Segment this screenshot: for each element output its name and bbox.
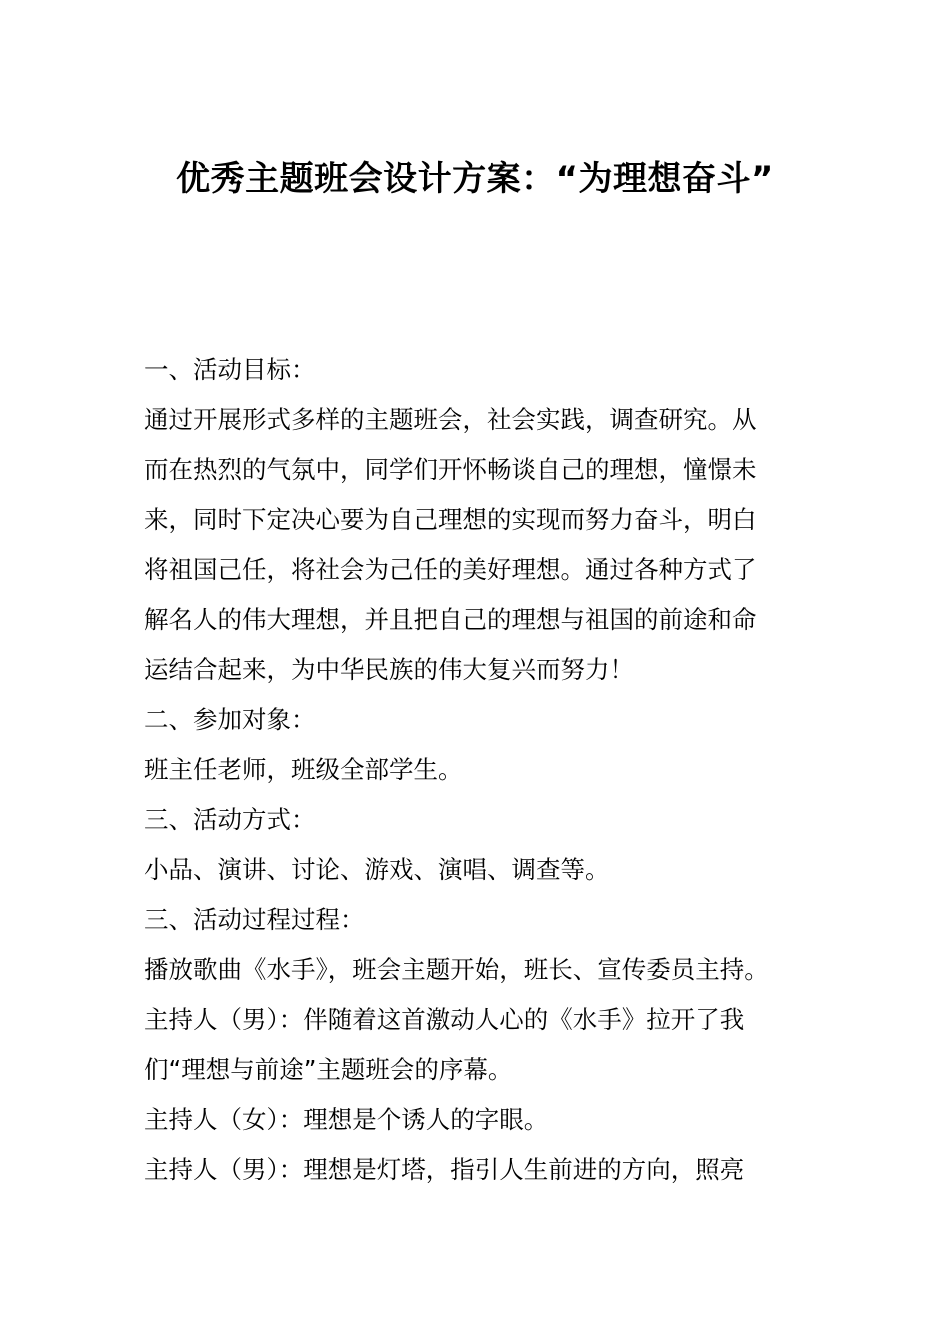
text-line: 播放歌曲《水手》，班会主题开始，班长、宣传委员主持。 xyxy=(144,955,769,984)
text-line: 主持人（男）：理想是灯塔，指引人生前进的方向，照亮 xyxy=(144,1155,745,1184)
text-line: 运结合起来，为中华民族的伟大复兴而努力！ xyxy=(144,655,634,684)
text-line: 通过开展形式多样的主题班会，社会实践，调查研究。从 xyxy=(144,405,757,434)
text-line: 们“理想与前途”主题班会的序幕。 xyxy=(144,1055,513,1084)
text-line: 小品、演讲、讨论、游戏、演唱、调查等。 xyxy=(144,855,610,884)
text-line: 而在热烈的气氛中，同学们开怀畅谈自己的理想，憧憬未 xyxy=(144,455,757,484)
text-line: 解名人的伟大理想，并且把自己的理想与祖国的前途和命 xyxy=(144,605,757,634)
text-line: 将祖国己任，将社会为己任的美好理想。通过各种方式了 xyxy=(144,555,757,584)
text-line: 来，同时下定决心要为自己理想的实现而努力奋斗，明白 xyxy=(144,505,757,534)
section-heading-goals: 一、活动目标： xyxy=(144,355,316,384)
document-title: 优秀主题班会设计方案：“为理想奋斗” xyxy=(176,159,774,199)
section-heading-process: 三、活动过程过程： xyxy=(144,905,365,934)
document-body xyxy=(144,345,814,1195)
text-line: 主持人（男）：伴随着这首激动人心的《水手》拉开了我 xyxy=(144,1005,745,1034)
text-line: 班主任老师，班级全部学生。 xyxy=(144,755,463,784)
text-line: 主持人（女）：理想是个诱人的字眼。 xyxy=(144,1105,549,1134)
section-heading-participants: 二、参加对象： xyxy=(144,705,316,734)
section-heading-methods: 三、活动方式： xyxy=(144,805,316,834)
